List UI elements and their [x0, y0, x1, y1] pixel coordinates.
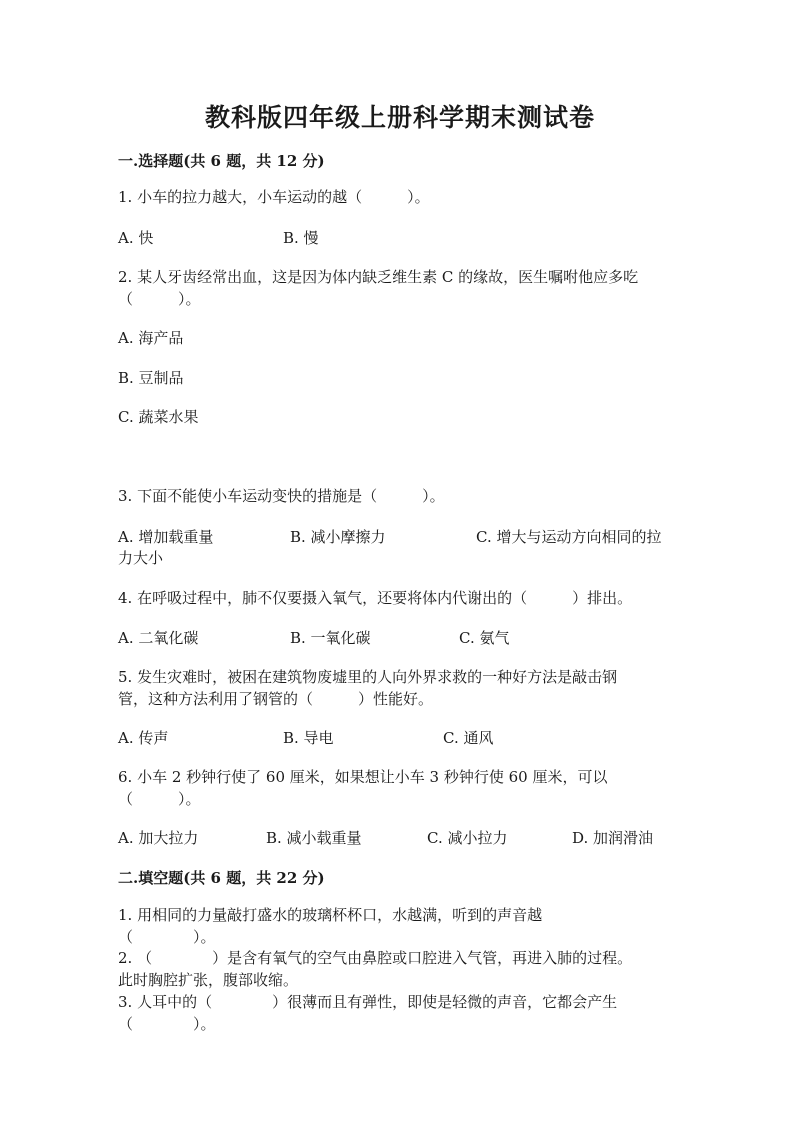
question-5-option-c: C. 通风: [443, 729, 494, 747]
question-5-option-a: A. 传声: [118, 729, 169, 747]
fill-question-2-line1: 2. （ ）是含有氧气的空气由鼻腔或口腔进入气管，再进入肺的过程。: [118, 949, 633, 967]
question-2-stem-line2: （ ）。: [118, 290, 201, 308]
question-5-stem-line2: 管，这种方法利用了钢管的（ ）性能好。: [118, 690, 434, 708]
question-6-stem-line1: 6. 小车 2 秒钟行使了 60 厘米，如果想让小车 3 秒钟行使 60 厘米，可以: [118, 768, 608, 786]
question-6-option-a: A. 加大拉力: [118, 829, 199, 847]
question-4-option-c: C. 氨气: [459, 629, 510, 647]
question-3-option-c: C. 增大与运动方向相同的拉: [476, 528, 662, 546]
question-2-option-b: B. 豆制品: [118, 369, 184, 387]
section-heading-choice: 一.选择题(共 6 题，共 12 分): [118, 152, 325, 170]
question-2-option-a: A. 海产品: [118, 329, 184, 347]
question-3-option-b: B. 减小摩擦力: [290, 528, 386, 546]
question-4-option-a: A. 二氧化碳: [118, 629, 199, 647]
question-2-option-c: C. 蔬菜水果: [118, 408, 199, 426]
question-6-option-b: B. 减小载重量: [266, 829, 362, 847]
question-3-option-c-continued: 力大小: [118, 549, 164, 567]
question-1-option-b: B. 慢: [283, 229, 319, 247]
fill-question-2-line2: 此时胸腔扩张，腹部收缩。: [118, 971, 299, 989]
question-5-option-b: B. 导电: [283, 729, 334, 747]
question-6-option-d: D. 加润滑油: [572, 829, 654, 847]
question-5-stem-line1: 5. 发生灾难时，被困在建筑物废墟里的人向外界求救的一种好方法是敲击钢: [118, 668, 618, 686]
fill-question-1-line2: （ ）。: [118, 928, 216, 946]
question-1-stem: 1. 小车的拉力越大，小车运动的越（ ）。: [118, 188, 430, 206]
question-2-stem-line1: 2. 某人牙齿经常出血，这是因为体内缺乏维生素 C 的缘故，医生嘱咐他应多吃: [118, 268, 639, 286]
question-3-stem: 3. 下面不能使小车运动变快的措施是（ ）。: [118, 487, 445, 505]
question-4-stem: 4. 在呼吸过程中，肺不仅要摄入氧气，还要将体内代谢出的（ ）排出。: [118, 589, 633, 607]
fill-question-3-line1: 3. 人耳中的（ ）很薄而且有弹性，即使是轻微的声音，它都会产生: [118, 993, 618, 1011]
question-3-option-a: A. 增加载重量: [118, 528, 214, 546]
question-4-option-b: B. 一氧化碳: [290, 629, 371, 647]
section-heading-fill: 二.填空题(共 6 题，共 22 分): [118, 869, 325, 887]
question-1-option-a: A. 快: [118, 229, 154, 247]
question-6-stem-line2: （ ）。: [118, 790, 201, 808]
exam-title: 教科版四年级上册科学期末测试卷: [204, 103, 595, 132]
question-6-option-c: C. 减小拉力: [427, 829, 508, 847]
fill-question-1-line1: 1. 用相同的力量敲打盛水的玻璃杯杯口，水越满，听到的声音越: [118, 906, 543, 924]
fill-question-3-line2: （ ）。: [118, 1015, 216, 1033]
